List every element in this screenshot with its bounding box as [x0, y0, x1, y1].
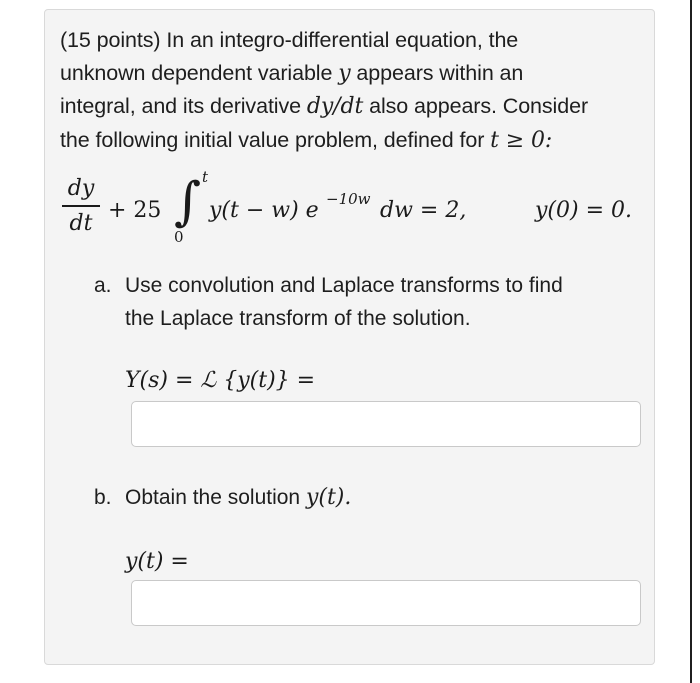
domain-condition: t ≥ 0: — [490, 127, 553, 153]
intro-line-2: unknown dependent variable y appears within an — [60, 60, 524, 86]
integral-sign: ∫ — [174, 172, 202, 232]
problem-statement — [60, 24, 650, 157]
part-a-label: a. — [94, 274, 112, 297]
part-b-text: Obtain the solution y(t). — [125, 485, 352, 510]
part-a-answer-input[interactable] — [131, 401, 641, 447]
var-y: y — [338, 60, 351, 86]
integrand: y(t − w) e — [209, 198, 319, 223]
part-a-text: Use convolution and Laplace transforms to find the Laplace transform of the solution. — [125, 274, 563, 330]
part-b-answer-input[interactable] — [131, 580, 641, 626]
fraction-bar — [62, 205, 100, 207]
intro-line-3: integral, and its derivative dy/dt also appears. Consider — [60, 94, 589, 119]
differential-and-rhs: dw = 2, — [380, 198, 467, 223]
part-b-label: b. — [94, 486, 112, 509]
derivative-fraction — [62, 176, 100, 237]
exponent: −10w — [326, 190, 371, 208]
var-derivative: dy/dt — [306, 94, 364, 119]
part-b-var: y(t). — [305, 485, 352, 510]
coefficient-term: + 25 — [108, 198, 162, 223]
intro-line-1: (15 points) In an integro-differential equation, the — [60, 28, 519, 52]
initial-condition: y(0) = 0. — [535, 198, 633, 223]
part-b-answer-label: y(t) = — [125, 549, 189, 574]
fraction-numerator: dy — [67, 176, 95, 201]
part-a-answer-label: Y(s) = ℒ {y(t)} = — [125, 368, 316, 393]
viewport-edge — [690, 0, 692, 683]
integro-differential-equation — [60, 168, 660, 258]
integral-upper-limit: t — [202, 168, 209, 186]
integral-lower-limit: 0 — [174, 228, 184, 246]
fraction-denominator: dt — [69, 210, 93, 236]
intro-line-4: the following initial value problem, defined for t ≥ 0: — [60, 127, 553, 153]
